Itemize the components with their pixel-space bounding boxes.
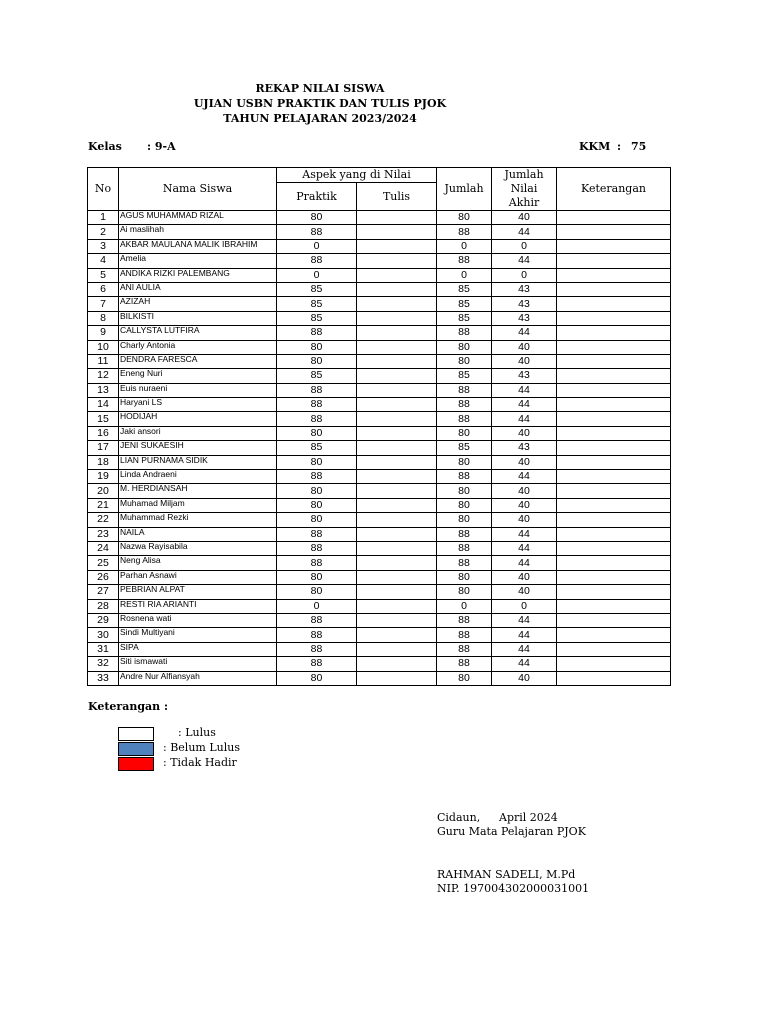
cell-praktik: 80 bbox=[277, 340, 357, 354]
cell-tulis bbox=[357, 426, 437, 440]
cell-nilai-akhir: 44 bbox=[492, 556, 557, 570]
kkm-separator: : bbox=[617, 140, 622, 153]
cell-tulis bbox=[357, 326, 437, 340]
kkm-label: KKM bbox=[579, 140, 611, 153]
cell-no: 18 bbox=[88, 455, 119, 469]
cell-nilai-akhir: 44 bbox=[492, 657, 557, 671]
cell-jumlah: 88 bbox=[437, 326, 492, 340]
cell-keterangan bbox=[557, 470, 671, 484]
table-row bbox=[88, 570, 671, 584]
cell-nilai-akhir: 44 bbox=[492, 398, 557, 412]
cell-student-name: BILKISTI bbox=[119, 311, 277, 325]
cell-jumlah: 88 bbox=[437, 527, 492, 541]
cell-tulis bbox=[357, 613, 437, 627]
cell-praktik: 80 bbox=[277, 455, 357, 469]
legend-swatch-belum-lulus bbox=[118, 742, 154, 756]
cell-keterangan bbox=[557, 657, 671, 671]
cell-jumlah: 80 bbox=[437, 498, 492, 512]
cell-tulis bbox=[357, 268, 437, 282]
cell-tulis bbox=[357, 498, 437, 512]
cell-keterangan bbox=[557, 369, 671, 383]
cell-no: 25 bbox=[88, 556, 119, 570]
cell-tulis bbox=[357, 628, 437, 642]
cell-jumlah: 80 bbox=[437, 671, 492, 685]
header-jumlah-nilai-akhir-line1: Jumlah bbox=[504, 168, 544, 181]
cell-student-name: AZIZAH bbox=[119, 297, 277, 311]
cell-keterangan bbox=[557, 498, 671, 512]
cell-nilai-akhir: 0 bbox=[492, 239, 557, 253]
cell-nilai-akhir: 40 bbox=[492, 513, 557, 527]
table-row bbox=[88, 326, 671, 340]
header-jumlah-nilai-akhir bbox=[492, 168, 557, 211]
cell-student-name: Nazwa Rayisabila bbox=[119, 541, 277, 555]
cell-student-name: Muhammad Rezki bbox=[119, 513, 277, 527]
table-row bbox=[88, 628, 671, 642]
cell-jumlah: 88 bbox=[437, 541, 492, 555]
cell-praktik: 85 bbox=[277, 441, 357, 455]
table-row bbox=[88, 426, 671, 440]
cell-keterangan bbox=[557, 671, 671, 685]
table-row bbox=[88, 541, 671, 555]
cell-tulis bbox=[357, 239, 437, 253]
cell-keterangan bbox=[557, 556, 671, 570]
cell-jumlah: 80 bbox=[437, 570, 492, 584]
cell-student-name: Linda Andraeni bbox=[119, 470, 277, 484]
cell-student-name: Haryani LS bbox=[119, 398, 277, 412]
cell-jumlah: 88 bbox=[437, 642, 492, 656]
table-row bbox=[88, 599, 671, 613]
cell-nilai-akhir: 43 bbox=[492, 311, 557, 325]
cell-jumlah: 80 bbox=[437, 484, 492, 498]
table-row bbox=[88, 225, 671, 239]
cell-nilai-akhir: 40 bbox=[492, 354, 557, 368]
cell-no: 17 bbox=[88, 441, 119, 455]
cell-jumlah: 88 bbox=[437, 254, 492, 268]
legend-label-lulus: : Lulus bbox=[178, 726, 216, 739]
cell-keterangan bbox=[557, 412, 671, 426]
cell-praktik: 80 bbox=[277, 671, 357, 685]
header-jumlah-nilai-akhir-line2: Nilai bbox=[510, 182, 538, 195]
cell-jumlah: 80 bbox=[437, 455, 492, 469]
cell-jumlah: 0 bbox=[437, 268, 492, 282]
cell-student-name: Parhan Asnawi bbox=[119, 570, 277, 584]
cell-no: 32 bbox=[88, 657, 119, 671]
cell-nilai-akhir: 40 bbox=[492, 426, 557, 440]
cell-praktik: 80 bbox=[277, 211, 357, 225]
header-tulis: Tulis bbox=[357, 183, 437, 211]
cell-no: 3 bbox=[88, 239, 119, 253]
grades-table bbox=[87, 167, 671, 686]
cell-no: 24 bbox=[88, 541, 119, 555]
table-row bbox=[88, 369, 671, 383]
cell-keterangan bbox=[557, 599, 671, 613]
cell-no: 29 bbox=[88, 613, 119, 627]
cell-praktik: 88 bbox=[277, 613, 357, 627]
cell-keterangan bbox=[557, 441, 671, 455]
cell-keterangan bbox=[557, 642, 671, 656]
cell-no: 20 bbox=[88, 484, 119, 498]
cell-jumlah: 80 bbox=[437, 585, 492, 599]
cell-jumlah: 80 bbox=[437, 340, 492, 354]
table-row bbox=[88, 484, 671, 498]
cell-jumlah: 88 bbox=[437, 613, 492, 627]
cell-keterangan bbox=[557, 225, 671, 239]
cell-keterangan bbox=[557, 282, 671, 296]
table-row bbox=[88, 441, 671, 455]
cell-jumlah: 88 bbox=[437, 383, 492, 397]
header-aspek: Aspek yang di Nilai bbox=[277, 168, 437, 183]
cell-keterangan bbox=[557, 239, 671, 253]
cell-keterangan bbox=[557, 426, 671, 440]
cell-student-name: Siti ismawati bbox=[119, 657, 277, 671]
cell-nilai-akhir: 44 bbox=[492, 225, 557, 239]
cell-tulis bbox=[357, 297, 437, 311]
cell-student-name: PEBRIAN ALPAT bbox=[119, 585, 277, 599]
table-row bbox=[88, 354, 671, 368]
cell-keterangan bbox=[557, 311, 671, 325]
cell-tulis bbox=[357, 513, 437, 527]
cell-jumlah: 0 bbox=[437, 599, 492, 613]
cell-jumlah: 80 bbox=[437, 354, 492, 368]
table-row bbox=[88, 657, 671, 671]
cell-praktik: 80 bbox=[277, 498, 357, 512]
cell-no: 6 bbox=[88, 282, 119, 296]
legend-swatch-lulus bbox=[118, 727, 154, 741]
cell-nilai-akhir: 43 bbox=[492, 282, 557, 296]
cell-keterangan bbox=[557, 268, 671, 282]
cell-student-name: Sindi Multiyani bbox=[119, 628, 277, 642]
cell-jumlah: 88 bbox=[437, 412, 492, 426]
cell-tulis bbox=[357, 470, 437, 484]
cell-nilai-akhir: 44 bbox=[492, 326, 557, 340]
cell-jumlah: 85 bbox=[437, 311, 492, 325]
cell-tulis bbox=[357, 311, 437, 325]
cell-praktik: 80 bbox=[277, 354, 357, 368]
table-row bbox=[88, 470, 671, 484]
cell-keterangan bbox=[557, 455, 671, 469]
cell-nilai-akhir: 44 bbox=[492, 628, 557, 642]
cell-praktik: 85 bbox=[277, 282, 357, 296]
cell-praktik: 0 bbox=[277, 239, 357, 253]
cell-nilai-akhir: 44 bbox=[492, 613, 557, 627]
legend-swatch-tidak-hadir bbox=[118, 757, 154, 771]
legend-label-belum-lulus: : Belum Lulus bbox=[163, 741, 240, 754]
cell-tulis bbox=[357, 527, 437, 541]
table-row bbox=[88, 268, 671, 282]
cell-praktik: 80 bbox=[277, 585, 357, 599]
cell-nilai-akhir: 44 bbox=[492, 412, 557, 426]
cell-student-name: Muhamad Miljam bbox=[119, 498, 277, 512]
cell-jumlah: 85 bbox=[437, 282, 492, 296]
cell-tulis bbox=[357, 585, 437, 599]
cell-student-name: Andre Nur Alfiansyah bbox=[119, 671, 277, 685]
cell-praktik: 85 bbox=[277, 297, 357, 311]
cell-tulis bbox=[357, 282, 437, 296]
cell-tulis bbox=[357, 484, 437, 498]
cell-keterangan bbox=[557, 513, 671, 527]
cell-nilai-akhir: 43 bbox=[492, 369, 557, 383]
kkm-value: 75 bbox=[631, 140, 647, 153]
cell-no: 28 bbox=[88, 599, 119, 613]
cell-student-name: LIAN PURNAMA SIDIK bbox=[119, 455, 277, 469]
cell-student-name: DENDRA FARESCA bbox=[119, 354, 277, 368]
header-nama-siswa: Nama Siswa bbox=[119, 168, 277, 211]
cell-jumlah: 80 bbox=[437, 211, 492, 225]
cell-student-name: Neng Alisa bbox=[119, 556, 277, 570]
cell-nilai-akhir: 44 bbox=[492, 541, 557, 555]
cell-jumlah: 88 bbox=[437, 470, 492, 484]
cell-keterangan bbox=[557, 570, 671, 584]
cell-jumlah: 88 bbox=[437, 225, 492, 239]
cell-praktik: 0 bbox=[277, 268, 357, 282]
cell-tulis bbox=[357, 642, 437, 656]
table-row bbox=[88, 412, 671, 426]
cell-praktik: 88 bbox=[277, 398, 357, 412]
cell-keterangan bbox=[557, 326, 671, 340]
signature-role: Guru Mata Pelajaran PJOK bbox=[437, 825, 586, 838]
table-row bbox=[88, 556, 671, 570]
cell-keterangan bbox=[557, 527, 671, 541]
cell-no: 14 bbox=[88, 398, 119, 412]
cell-keterangan bbox=[557, 628, 671, 642]
cell-nilai-akhir: 40 bbox=[492, 570, 557, 584]
cell-tulis bbox=[357, 254, 437, 268]
cell-student-name: Amelia bbox=[119, 254, 277, 268]
signature-nip: NIP. 197004302000031001 bbox=[437, 882, 590, 895]
table-row bbox=[88, 311, 671, 325]
cell-student-name: CALLYSTA LUTFIRA bbox=[119, 326, 277, 340]
academic-year: TAHUN PELAJARAN 2023/2024 bbox=[223, 112, 417, 125]
cell-praktik: 80 bbox=[277, 426, 357, 440]
signature-name: RAHMAN SADELI, M.Pd bbox=[437, 868, 576, 881]
document-title: REKAP NILAI SISWA bbox=[255, 82, 385, 95]
cell-tulis bbox=[357, 455, 437, 469]
cell-nilai-akhir: 40 bbox=[492, 455, 557, 469]
cell-praktik: 0 bbox=[277, 599, 357, 613]
cell-keterangan bbox=[557, 383, 671, 397]
table-row bbox=[88, 513, 671, 527]
cell-jumlah: 88 bbox=[437, 628, 492, 642]
cell-no: 23 bbox=[88, 527, 119, 541]
legend-title: Keterangan : bbox=[88, 700, 169, 713]
cell-praktik: 88 bbox=[277, 254, 357, 268]
cell-nilai-akhir: 44 bbox=[492, 527, 557, 541]
cell-praktik: 88 bbox=[277, 642, 357, 656]
cell-tulis bbox=[357, 441, 437, 455]
cell-praktik: 80 bbox=[277, 570, 357, 584]
cell-keterangan bbox=[557, 211, 671, 225]
cell-nilai-akhir: 44 bbox=[492, 470, 557, 484]
cell-student-name: Euis nuraeni bbox=[119, 383, 277, 397]
cell-jumlah: 85 bbox=[437, 441, 492, 455]
cell-student-name: HODIJAH bbox=[119, 412, 277, 426]
header-jumlah-nilai-akhir-line3: Akhir bbox=[508, 196, 540, 209]
cell-no: 19 bbox=[88, 470, 119, 484]
cell-praktik: 80 bbox=[277, 484, 357, 498]
cell-nilai-akhir: 43 bbox=[492, 297, 557, 311]
cell-nilai-akhir: 40 bbox=[492, 498, 557, 512]
cell-praktik: 88 bbox=[277, 412, 357, 426]
cell-no: 21 bbox=[88, 498, 119, 512]
cell-no: 31 bbox=[88, 642, 119, 656]
table-row bbox=[88, 498, 671, 512]
signature-place: Cidaun, bbox=[437, 811, 481, 824]
cell-student-name: M. HERDIANSAH bbox=[119, 484, 277, 498]
cell-praktik: 88 bbox=[277, 470, 357, 484]
cell-keterangan bbox=[557, 585, 671, 599]
cell-student-name: Jaki ansori bbox=[119, 426, 277, 440]
cell-nilai-akhir: 40 bbox=[492, 484, 557, 498]
cell-praktik: 88 bbox=[277, 383, 357, 397]
cell-no: 13 bbox=[88, 383, 119, 397]
cell-praktik: 88 bbox=[277, 628, 357, 642]
kelas-label: Kelas bbox=[88, 140, 122, 153]
cell-no: 22 bbox=[88, 513, 119, 527]
cell-no: 5 bbox=[88, 268, 119, 282]
cell-jumlah: 88 bbox=[437, 556, 492, 570]
cell-tulis bbox=[357, 541, 437, 555]
cell-keterangan bbox=[557, 613, 671, 627]
cell-student-name: SIPA bbox=[119, 642, 277, 656]
table-row bbox=[88, 527, 671, 541]
cell-no: 26 bbox=[88, 570, 119, 584]
cell-student-name: RESTI RIA ARIANTI bbox=[119, 599, 277, 613]
cell-student-name: ANI AULIA bbox=[119, 282, 277, 296]
cell-student-name: Charly Antonia bbox=[119, 340, 277, 354]
cell-tulis bbox=[357, 340, 437, 354]
cell-tulis bbox=[357, 412, 437, 426]
cell-jumlah: 88 bbox=[437, 398, 492, 412]
cell-no: 8 bbox=[88, 311, 119, 325]
cell-no: 4 bbox=[88, 254, 119, 268]
cell-no: 2 bbox=[88, 225, 119, 239]
legend-label-tidak-hadir: : Tidak Hadir bbox=[163, 756, 237, 769]
table-row bbox=[88, 455, 671, 469]
cell-jumlah: 80 bbox=[437, 426, 492, 440]
cell-praktik: 88 bbox=[277, 527, 357, 541]
table-row bbox=[88, 297, 671, 311]
cell-no: 10 bbox=[88, 340, 119, 354]
cell-praktik: 88 bbox=[277, 225, 357, 239]
cell-keterangan bbox=[557, 541, 671, 555]
header-no: No bbox=[88, 168, 119, 211]
table-row bbox=[88, 613, 671, 627]
cell-no: 1 bbox=[88, 211, 119, 225]
cell-keterangan bbox=[557, 398, 671, 412]
table-row bbox=[88, 340, 671, 354]
cell-tulis bbox=[357, 398, 437, 412]
cell-praktik: 88 bbox=[277, 541, 357, 555]
cell-praktik: 85 bbox=[277, 311, 357, 325]
cell-student-name: Eneng Nuri bbox=[119, 369, 277, 383]
header-keterangan: Keterangan bbox=[557, 168, 671, 211]
cell-tulis bbox=[357, 556, 437, 570]
cell-nilai-akhir: 40 bbox=[492, 585, 557, 599]
cell-nilai-akhir: 0 bbox=[492, 268, 557, 282]
cell-no: 30 bbox=[88, 628, 119, 642]
header-praktik: Praktik bbox=[277, 183, 357, 211]
header-jumlah: Jumlah bbox=[437, 168, 492, 211]
cell-tulis bbox=[357, 383, 437, 397]
table-row bbox=[88, 671, 671, 685]
cell-student-name: AKBAR MAULANA MALIK IBRAHIM bbox=[119, 239, 277, 253]
cell-no: 11 bbox=[88, 354, 119, 368]
cell-tulis bbox=[357, 657, 437, 671]
table-row bbox=[88, 383, 671, 397]
cell-no: 7 bbox=[88, 297, 119, 311]
cell-nilai-akhir: 43 bbox=[492, 441, 557, 455]
cell-tulis bbox=[357, 225, 437, 239]
document-subtitle: UJIAN USBN PRAKTIK DAN TULIS PJOK bbox=[193, 97, 447, 110]
kelas-value: : 9-A bbox=[147, 140, 176, 153]
cell-jumlah: 85 bbox=[437, 369, 492, 383]
cell-student-name: ANDIKA RIZKI PALEMBANG bbox=[119, 268, 277, 282]
cell-nilai-akhir: 40 bbox=[492, 211, 557, 225]
cell-nilai-akhir: 44 bbox=[492, 642, 557, 656]
table-row bbox=[88, 585, 671, 599]
cell-student-name: NAILA bbox=[119, 527, 277, 541]
cell-praktik: 88 bbox=[277, 326, 357, 340]
cell-jumlah: 0 bbox=[437, 239, 492, 253]
cell-keterangan bbox=[557, 254, 671, 268]
cell-nilai-akhir: 0 bbox=[492, 599, 557, 613]
table-row bbox=[88, 254, 671, 268]
cell-nilai-akhir: 44 bbox=[492, 383, 557, 397]
cell-student-name: AGUS MUHAMMAD RIZAL bbox=[119, 211, 277, 225]
signature-date: April 2024 bbox=[499, 811, 558, 824]
cell-no: 12 bbox=[88, 369, 119, 383]
cell-no: 16 bbox=[88, 426, 119, 440]
cell-tulis bbox=[357, 599, 437, 613]
cell-jumlah: 85 bbox=[437, 297, 492, 311]
cell-no: 27 bbox=[88, 585, 119, 599]
cell-praktik: 85 bbox=[277, 369, 357, 383]
cell-tulis bbox=[357, 211, 437, 225]
cell-praktik: 88 bbox=[277, 657, 357, 671]
cell-student-name: Ai maslihah bbox=[119, 225, 277, 239]
cell-keterangan bbox=[557, 297, 671, 311]
cell-tulis bbox=[357, 354, 437, 368]
cell-praktik: 88 bbox=[277, 556, 357, 570]
cell-nilai-akhir: 44 bbox=[492, 254, 557, 268]
table-row bbox=[88, 642, 671, 656]
cell-keterangan bbox=[557, 484, 671, 498]
cell-no: 33 bbox=[88, 671, 119, 685]
table-row bbox=[88, 211, 671, 225]
table-row bbox=[88, 398, 671, 412]
table-row bbox=[88, 282, 671, 296]
grades-table-body bbox=[88, 211, 671, 686]
cell-no: 9 bbox=[88, 326, 119, 340]
cell-tulis bbox=[357, 671, 437, 685]
table-row bbox=[88, 239, 671, 253]
cell-keterangan bbox=[557, 340, 671, 354]
cell-praktik: 80 bbox=[277, 513, 357, 527]
cell-nilai-akhir: 40 bbox=[492, 671, 557, 685]
cell-keterangan bbox=[557, 354, 671, 368]
cell-jumlah: 88 bbox=[437, 657, 492, 671]
cell-tulis bbox=[357, 369, 437, 383]
cell-student-name: JENI SUKAESIH bbox=[119, 441, 277, 455]
cell-tulis bbox=[357, 570, 437, 584]
cell-nilai-akhir: 40 bbox=[492, 340, 557, 354]
cell-student-name: Rosnena wati bbox=[119, 613, 277, 627]
cell-no: 15 bbox=[88, 412, 119, 426]
cell-jumlah: 80 bbox=[437, 513, 492, 527]
